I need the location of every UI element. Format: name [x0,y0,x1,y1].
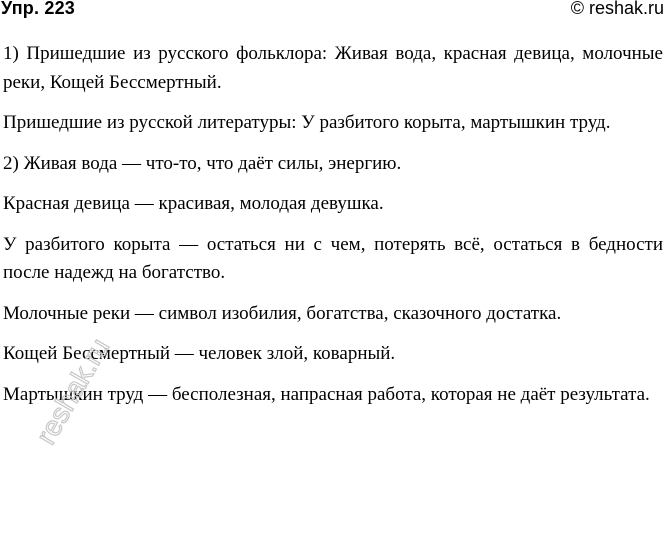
answer-paragraph-6: Молочные реки — символ изобилия, богатства, сказочного достатка. [3,302,562,324]
answer-text [3,40,663,421]
copyright-notice: © reshak.ru [570,0,664,18]
answer-paragraph-1: 1) Пришедшие из русского фольклора: Живая вода, красная девица, молочные реки, Кощей Бессмертный. [3,43,663,93]
answer-paragraph-2: Пришедшие из русской литературы: У разбитого корыта, мартышкин труд. [3,112,611,133]
answer-paragraph-3: 2) Живая вода — что-то, что даёт силы, энергию. [3,152,402,174]
answer-paragraph-5: У разбитого корыта — остаться ни с чем, потерять всё, остаться в бедности после надежд на богатство. [3,233,663,283]
answer-paragraph-7: Кощей Бессмертный — человек злой, коварный. [3,343,396,364]
answer-paragraph-4: Красная девица — красивая, молодая девушка. [3,193,384,214]
page-header [0,0,666,24]
exercise-title: Упр. 223 [1,0,76,18]
answer-paragraph-8: Мартышкин труд — бесполезная, напрасная работа, которая не даёт результата. [3,383,650,405]
watermark-text: reshak.ru [30,332,116,450]
